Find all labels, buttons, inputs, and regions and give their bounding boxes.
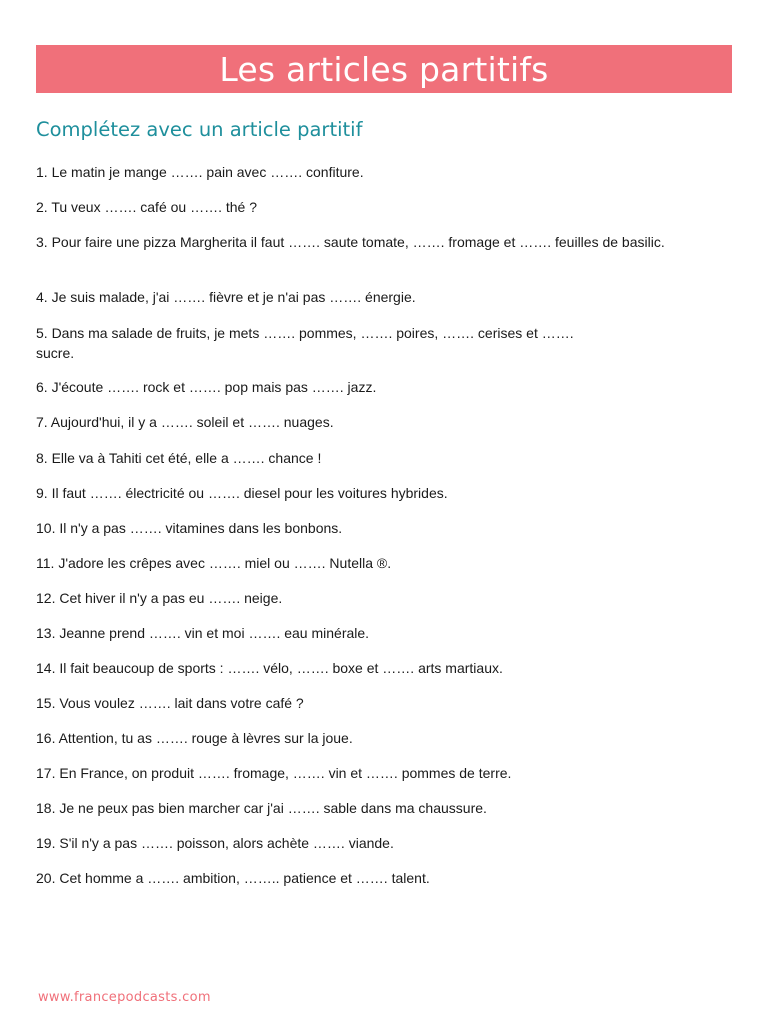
- title-banner: [36, 45, 732, 93]
- exercise-item: 2. Tu veux ……. café ou ……. thé ?: [36, 199, 257, 215]
- page-title: Les articles partitifs: [219, 49, 549, 89]
- exercise-item: 12. Cet hiver il n'y a pas eu ……. neige.: [36, 590, 283, 606]
- exercise-item: 5. Dans ma salade de fruits, je mets ……. pommes, ……. poires, ……. cerises et ……. sucre.: [36, 325, 574, 361]
- exercise-item: 10. Il n'y a pas ……. vitamines dans les bonbons.: [36, 520, 343, 536]
- exercise-item: 20. Cet homme a ……. ambition, …….. patience et ……. talent.: [36, 870, 430, 886]
- exercise-item: 11. J'adore les crêpes avec ……. miel ou ……. Nutella ®.: [36, 555, 392, 571]
- exercise-item: 16. Attention, tu as ……. rouge à lèvres sur la joue.: [36, 730, 353, 746]
- exercise-item: 6. J'écoute ……. rock et ……. pop mais pas ……. jazz.: [36, 379, 377, 395]
- exercise-item: 3. Pour faire une pizza Margherita il faut ……. saute tomate, ……. fromage et ……. feuilles de basilic.: [36, 234, 665, 250]
- exercise-item: 15. Vous voulez ……. lait dans votre café ?: [36, 695, 304, 711]
- exercise-item: 14. Il fait beaucoup de sports : ……. vélo, ……. boxe et ……. arts martiaux.: [36, 660, 503, 676]
- footer-website-link[interactable]: www.francepodcasts.com: [38, 990, 211, 1005]
- exercise-item: 7. Aujourd'hui, il y a ……. soleil et ……. nuages.: [36, 414, 334, 430]
- exercise-item: 4. Je suis malade, j'ai ……. fièvre et je n'ai pas ……. énergie.: [36, 289, 416, 305]
- exercise-item: 17. En France, on produit ……. fromage, ……. vin et ……. pommes de terre.: [36, 765, 512, 781]
- exercise-item: 19. S'il n'y a pas ……. poisson, alors achète ……. viande.: [36, 835, 394, 851]
- exercise-item: 9. Il faut ……. électricité ou ……. diesel pour les voitures hybrides.: [36, 485, 448, 501]
- exercise-item: 8. Elle va à Tahiti cet été, elle a ……. chance !: [36, 450, 322, 466]
- exercise-item: 13. Jeanne prend ……. vin et moi ……. eau minérale.: [36, 625, 370, 641]
- exercise-item: 18. Je ne peux pas bien marcher car j'ai ……. sable dans ma chaussure.: [36, 800, 487, 816]
- instructions-heading: Complétez avec un article partitif: [36, 118, 363, 141]
- exercise-item: 1. Le matin je mange ……. pain avec ……. confiture.: [36, 164, 364, 180]
